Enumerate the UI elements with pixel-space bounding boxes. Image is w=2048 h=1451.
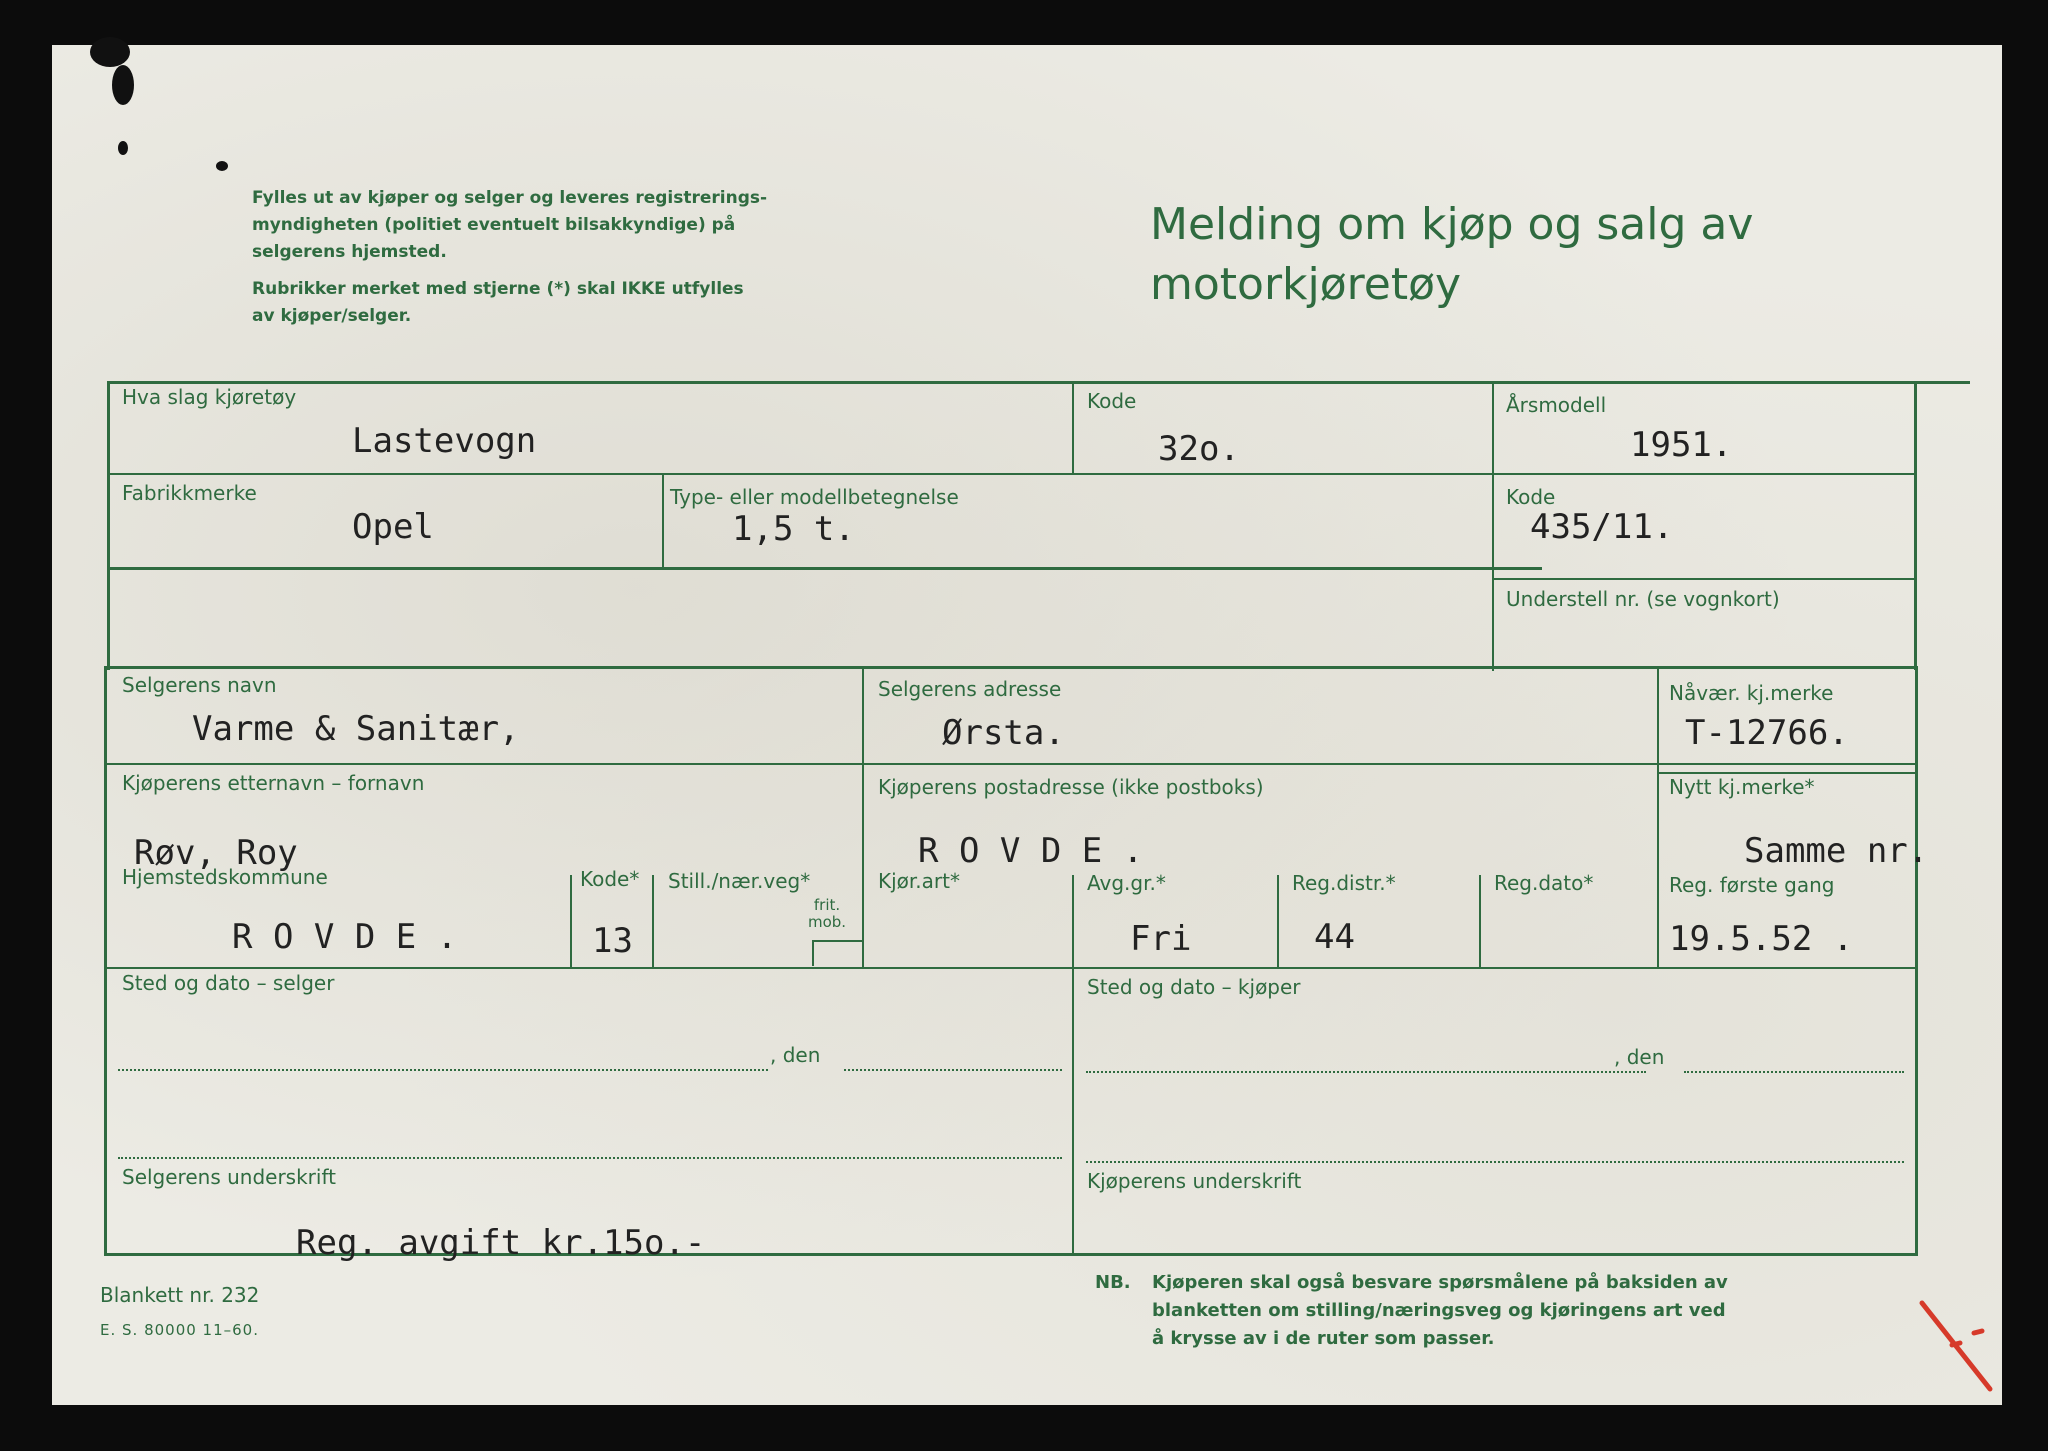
current-plate-label: Nåvær. kj.merke [1669, 681, 1834, 705]
torn-corner-mark [112, 65, 134, 105]
nb-line: å krysse av i de ruter som passer. [1152, 1328, 1495, 1349]
vehicle-right-border [1914, 381, 1917, 670]
model-code-label: Kode [1506, 485, 1556, 509]
vehicle-col-divider [662, 473, 664, 569]
frit-mob-divider [812, 940, 814, 966]
model-label: Type- eller modellbetegnelse [670, 485, 959, 509]
form-title-line: motorkjøretøy [1150, 259, 1462, 310]
seller-address-value: Ørsta. [942, 713, 1065, 753]
buyer-address-value: R O V D E . [918, 831, 1144, 871]
buyer-place-date-label: Sted og dato – kjøper [1087, 975, 1301, 999]
reg-district-value: 44 [1314, 917, 1355, 957]
seller-name-value: Varme & Sanitær, [192, 709, 520, 749]
chassis-label: Understell nr. (se vognkort) [1506, 587, 1780, 611]
regdistr-col-divider [1277, 875, 1279, 967]
first-reg-label: Reg. første gang [1669, 873, 1835, 897]
year-model-label: Årsmodell [1506, 393, 1607, 417]
kode-value: 13 [592, 921, 633, 961]
form-sheet [52, 45, 2002, 1405]
reg-fee-note: Reg. avgift kr.15o.- [296, 1223, 706, 1263]
current-plate-value: T-12766. [1685, 713, 1849, 753]
year-model-value: 1951. [1630, 425, 1733, 465]
make-label: Fabrikkmerke [122, 481, 257, 505]
seller-signature-label: Selgerens underskrift [122, 1165, 336, 1189]
torn-corner-mark [90, 37, 130, 67]
buyer-den-label: , den [1614, 1045, 1665, 1069]
frit-mob-underline [812, 940, 862, 942]
parties-col-divider [862, 666, 864, 878]
regdato-col-divider [1479, 875, 1481, 967]
buyer-address-label: Kjøperens postadresse (ikke postboks) [878, 775, 1264, 799]
torn-corner-mark [118, 141, 128, 155]
driving-type-label: Kjør.art* [878, 869, 960, 893]
seller-place-dotline [118, 1069, 768, 1071]
municipality-label: Hjemstedskommune [122, 865, 328, 889]
nb-label: NB. [1095, 1272, 1131, 1293]
parties-col-divider [1657, 666, 1659, 967]
buyer-date-dotline [1684, 1071, 1904, 1073]
kode-col-divider [570, 875, 572, 967]
new-plate-value: Samme nr. [1744, 831, 1929, 871]
vehicle-code-label: Kode [1087, 389, 1137, 413]
instructions-line: Fylles ut av kjøper og selger og leveres registrerings- [252, 188, 768, 208]
form-title [1150, 195, 1753, 315]
instructions-line: Rubrikker merket med stjerne (*) skal IKKE utfylles [252, 279, 744, 299]
first-reg-value: 19.5.52 . [1669, 919, 1854, 959]
seller-address-label: Selgerens adresse [878, 677, 1062, 701]
vehicle-row-divider [107, 473, 1917, 475]
fee-group-value: Fri [1130, 919, 1192, 959]
chassis-divider [1492, 578, 1917, 580]
fee-group-label: Avg.gr.* [1087, 871, 1166, 895]
model-value: 1,5 t. [732, 509, 855, 549]
vehicle-bottom-line [107, 567, 1542, 570]
vehicle-code-value: 32o. [1158, 429, 1240, 469]
vehicle-type-label: Hva slag kjøretøy [122, 385, 297, 409]
frit-mob-label [808, 897, 846, 931]
parties-row-divider [104, 967, 1918, 969]
model-code-value: 435/11. [1530, 507, 1674, 547]
vehicle-type-value: Lastevogn [352, 421, 537, 461]
occupation-label: Still./nær.veg* [668, 869, 811, 893]
municipality-value: R O V D E . [232, 917, 458, 957]
vehicle-col-divider [1072, 381, 1074, 473]
seller-signature-dotline [118, 1157, 1062, 1159]
print-code: E. S. 80000 11–60. [100, 1321, 259, 1339]
new-plate-label: Nytt kj.merke* [1669, 775, 1815, 799]
nb-line: blanketten om stilling/næringsveg og kjøringens art ved [1152, 1300, 1726, 1321]
seller-name-label: Selgerens navn [122, 673, 277, 697]
reg-district-label: Reg.distr.* [1292, 871, 1396, 895]
torn-corner-mark [216, 161, 228, 171]
form-title-line: Melding om kjøp og salg av [1150, 199, 1754, 250]
instructions-line: selgerens hjemsted. [252, 242, 447, 262]
instructions-line: myndigheten (politiet eventuelt bilsakkyndige) på [252, 215, 736, 235]
buyer-name-label: Kjøperens etternavn – fornavn [122, 771, 425, 795]
instructions-line: av kjøper/selger. [252, 306, 412, 326]
reg-date-label: Reg.dato* [1494, 871, 1594, 895]
form-number: Blankett nr. 232 [100, 1283, 260, 1307]
buyer-signature-label: Kjøperens underskrift [1087, 1169, 1302, 1193]
buyer-place-dotline [1086, 1071, 1646, 1073]
avggr-col-divider [1072, 875, 1074, 1255]
parties-section [104, 666, 1918, 1256]
vehicle-col-divider [1492, 381, 1494, 671]
kjorart-col-divider [862, 875, 864, 967]
seller-place-date-label: Sted og dato – selger [122, 971, 335, 995]
seller-date-dotline [844, 1069, 1062, 1071]
seller-den-label: , den [770, 1043, 821, 1067]
vehicle-left-border [107, 381, 110, 570]
make-value: Opel [352, 507, 434, 547]
red-pencil-mark [1912, 1295, 2032, 1395]
parties-row-divider [104, 763, 1918, 765]
kode-label: Kode* [580, 867, 640, 891]
nb-line: Kjøperen skal også besvare spørsmålene på baksiden av [1152, 1272, 1728, 1293]
still-col-divider [652, 875, 654, 967]
instructions [252, 185, 767, 330]
mob-label: mob. [808, 913, 847, 931]
nb-text [1152, 1269, 1728, 1353]
buyer-signature-dotline [1086, 1161, 1904, 1163]
frit-label: frit. [813, 896, 841, 914]
parties-row-divider [1657, 772, 1917, 774]
buyer-name-value: Røv, Roy [134, 833, 298, 873]
